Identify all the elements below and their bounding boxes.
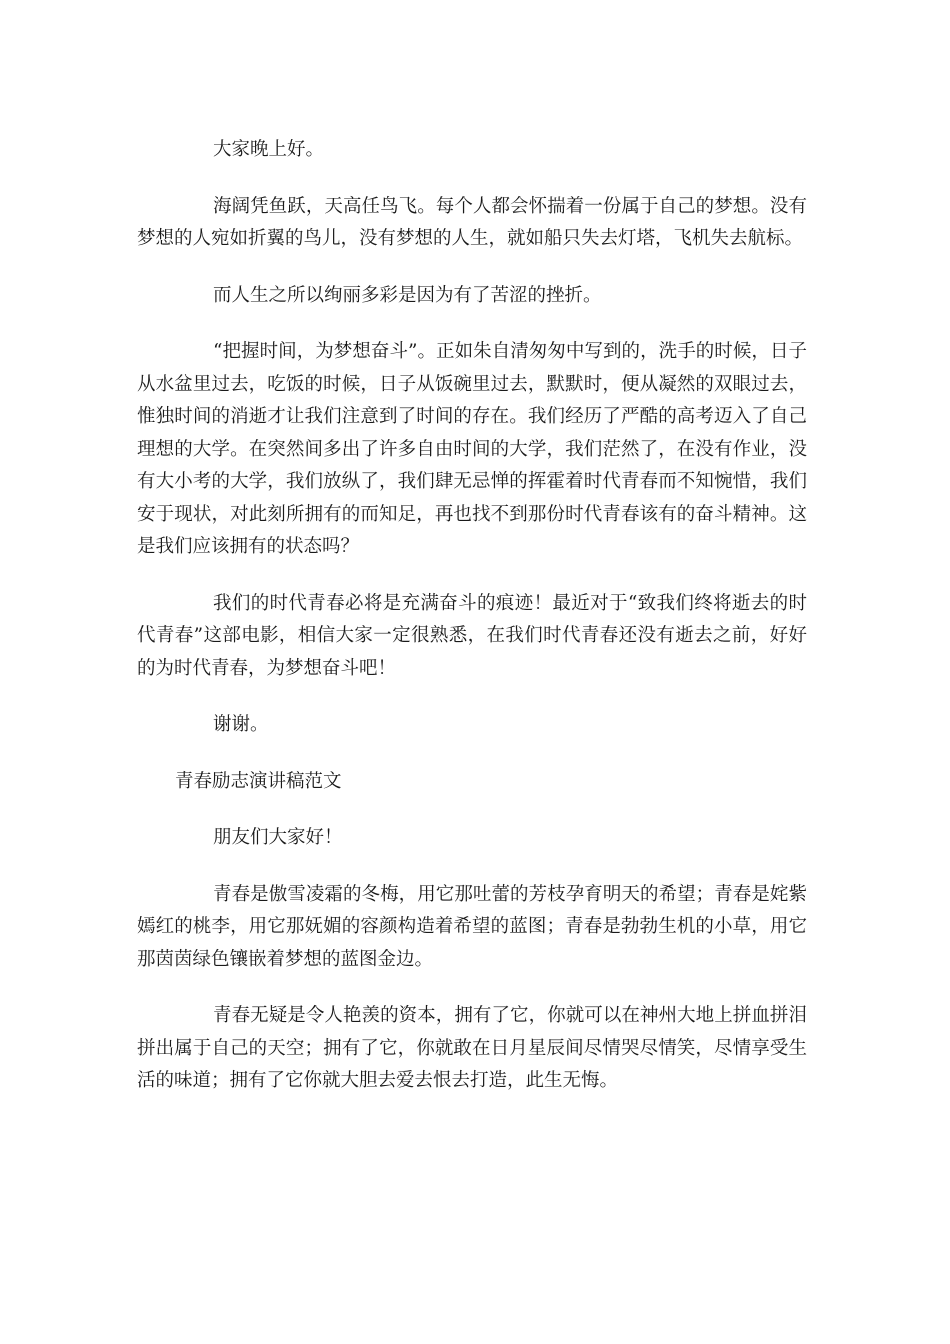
paragraph-youth-struggle: 我们的时代青春必将是充满奋斗的痕迹！最近对于“致我们终将逝去的时代青春”这部电影，相信大家一定很熟悉，在我们时代青春还没有逝去之前，好好的为时代青春，为梦想奋斗吧！ [137, 592, 807, 679]
paragraph-youth-capital: 青春无疑是令人艳羡的资本，拥有了它，你就可以在神州大地上拼血拼泪拼出属于自己的天空；拥有了它，你就敢在日月星辰间尽情哭尽情笑，尽情享受生活的味道；拥有了它你就大胆去爱去恨去打造，此生无悔。 [137, 1005, 807, 1091]
document-body [137, 134, 807, 1122]
paragraph-youth-metaphor: 青春是傲雪凌霜的冬梅，用它那吐蕾的芳枝孕育明天的希望；青春是姹紫嫣红的桃李，用它那妩媚的容颜构造着希望的蓝图；青春是勃勃生机的小草，用它那茵茵绿色镶嵌着梦想的蓝图金边。 [137, 883, 807, 970]
paragraph-dream: 海阔凭鱼跃，天高任鸟飞。每个人都会怀揣着一份属于自己的梦想。没有梦想的人宛如折翼的鸟儿，没有梦想的人生，就如船只失去灯塔，飞机失去航标。 [137, 195, 807, 249]
section-heading: 青春励志演讲稿范文 [175, 770, 342, 792]
paragraph-friends-greeting: 朋友们大家好！ [213, 827, 343, 848]
paragraph-thanks: 谢谢。 [213, 714, 269, 735]
paragraph-greeting: 大家晚上好。 [213, 139, 325, 160]
paragraph-time: “把握时间，为梦想奋斗”。正如朱自清匆匆中写到的，洗手的时候，日子从水盆里过去，吃饭的时候，日子从饭碗里过去，默默时，便从凝然的双眼过去，惟独时间的消逝才让我们注意到了时间的存在。我们经历了严酷的高考迈入了自己理想的大学。在突然间多出了许多自由时间的大学，我们茫然了，在没有作业，没有大小考的大学，我们放纵了，我们肆无忌惮的挥霍着时代青春而不知惋惜，我们安于现状，对此刻所拥有的而知足，再也找不到那份时代青春该有的奋斗精神。这是我们应该拥有的状态吗？ [137, 341, 807, 557]
paragraph-setback: 而人生之所以绚丽多彩是因为有了苦涩的挫折。 [213, 284, 602, 306]
